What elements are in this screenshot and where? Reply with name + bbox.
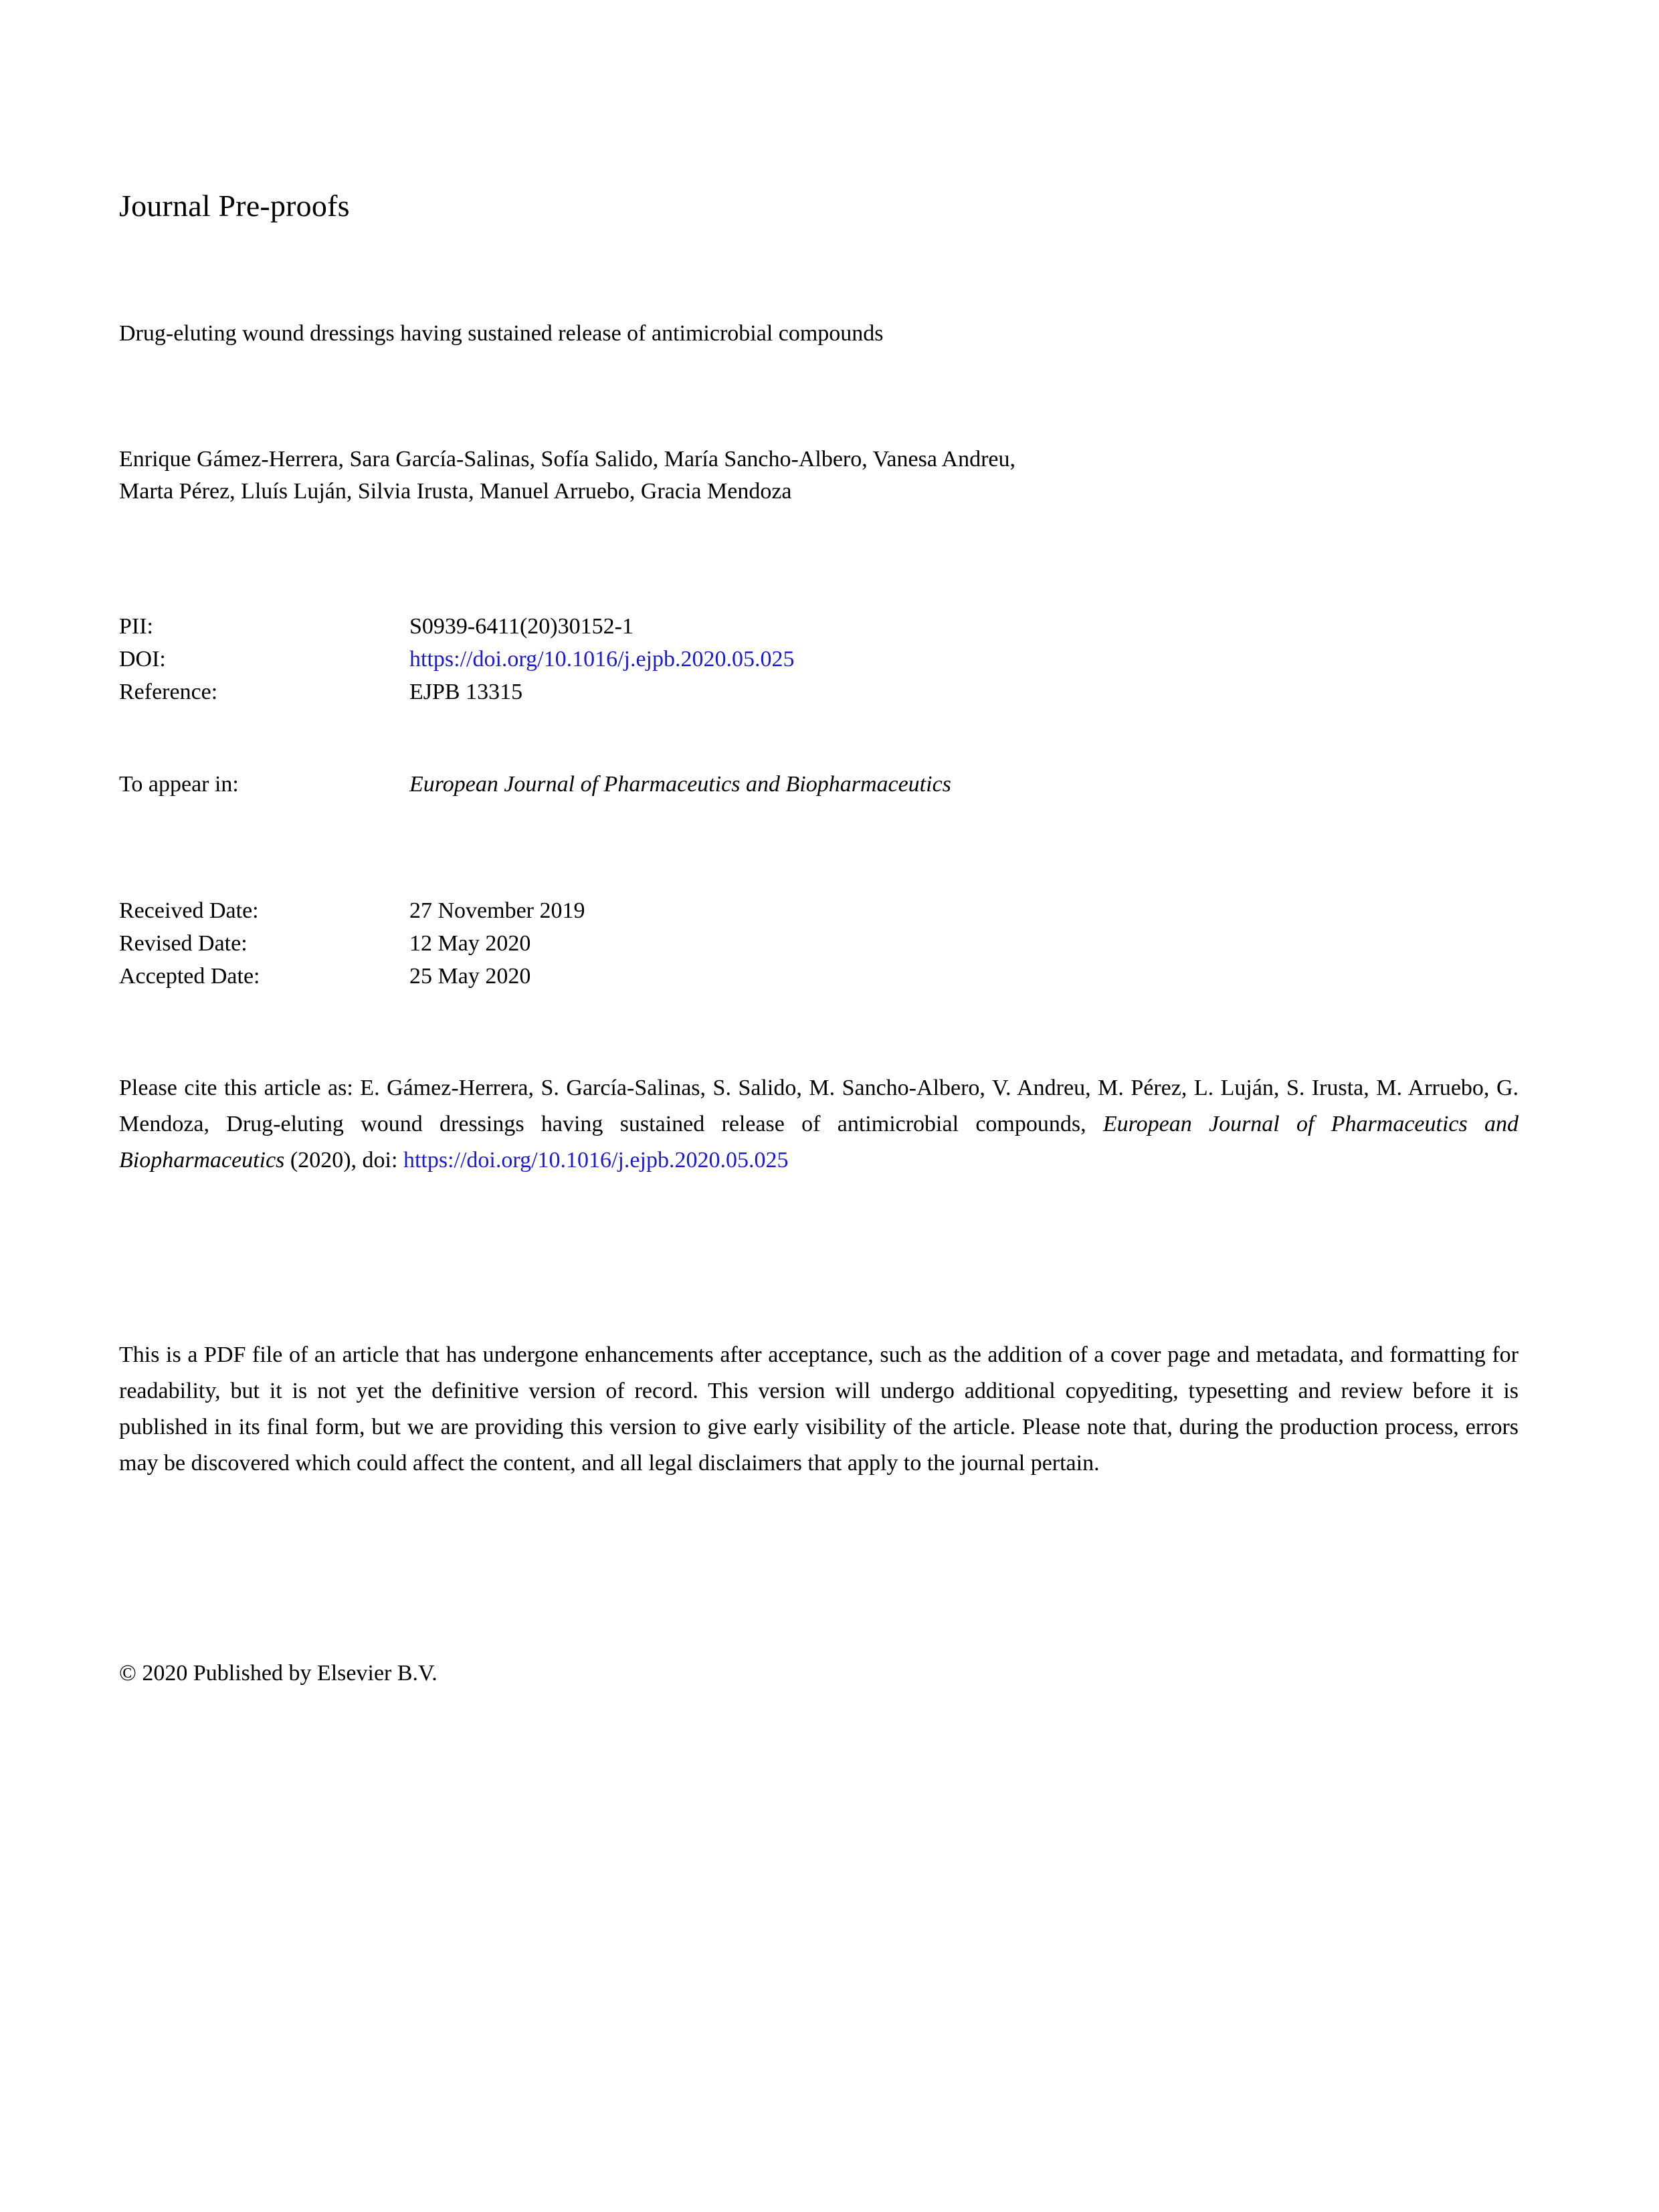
accepted-date-label: Accepted Date:: [119, 964, 260, 989]
citation-journal-name: European Journal of Pharmaceutics and Biopharmaceutics: [119, 1112, 1519, 1173]
reference-value: EJPB 13315: [409, 680, 523, 704]
copyright-notice: © 2020 Published by Elsevier B.V.: [119, 1661, 437, 1686]
received-date-value: 27 November 2019: [409, 898, 585, 923]
citation-lead-text: Please cite this article as: E. Gámez-Herrera, S. García-Salinas, S. Salido, M. Sancho-Albero, V. Andreu, M. Pérez, L. Luján, S. Irusta, M. Arruebo, G. Mendoza, Drug-eluting wound dressings having sustained release of antimicrobial compounds,: [119, 1076, 1519, 1136]
metadata-row-to-appear-in: [119, 768, 1038, 801]
received-date-label: Received Date:: [119, 898, 259, 923]
metadata-row-pii: [119, 610, 795, 643]
metadata-row-revised-date: [119, 927, 585, 960]
masthead-title: Journal Pre-proofs: [119, 189, 350, 223]
journal-name-value: European Journal of Pharmaceutics and Biopharmaceutics: [409, 772, 951, 797]
to-appear-in-block: [119, 768, 1038, 801]
disclaimer-paragraph: This is a PDF file of an article that has undergone enhancements after acceptance, such as the addition of a cover page and metadata, and formatting for readability, but it is not yet the definitive version of record. This version will undergo additional copyediting, typesetting and review before it is published in its final form, but we are providing this version to give early visibility of the article. Please note that, during the production process, errors may be discovered which could affect the content, and all legal disclaimers that apply to the journal pertain.: [119, 1342, 1519, 1476]
pii-label: PII:: [119, 614, 153, 639]
metadata-row-doi: [119, 643, 795, 676]
metadata-row-reference: [119, 676, 795, 708]
citation-paragraph: [119, 1070, 1519, 1179]
doi-link[interactable]: https://doi.org/10.1016/j.ejpb.2020.05.025: [409, 647, 795, 672]
accepted-date-value: 25 May 2020: [409, 964, 531, 989]
to-appear-in-label: To appear in:: [119, 772, 239, 797]
pii-value: S0939-6411(20)30152-1: [409, 614, 633, 639]
metadata-row-accepted-date: [119, 960, 585, 993]
revised-date-value: 12 May 2020: [409, 931, 531, 956]
identifiers-block: [119, 610, 795, 708]
dates-block: [119, 894, 585, 993]
article-title: Drug-eluting wound dressings having sustained release of antimicrobial compounds: [119, 321, 884, 346]
metadata-row-received-date: [119, 894, 585, 927]
revised-date-label: Revised Date:: [119, 931, 248, 956]
author-list: Enrique Gámez-Herrera, Sara García-Salinas, Sofía Salido, María Sancho-Albero, Vanesa Andreu, Marta Pérez, Lluís Luján, Silvia Irusta, Manuel Arruebo, Gracia Mendoza: [119, 447, 1015, 504]
reference-label: Reference:: [119, 680, 218, 704]
citation-doi-link[interactable]: https://doi.org/10.1016/j.ejpb.2020.05.025: [403, 1148, 789, 1173]
doi-label: DOI:: [119, 647, 166, 672]
citation-year-doi-prefix: (2020), doi:: [284, 1148, 403, 1173]
